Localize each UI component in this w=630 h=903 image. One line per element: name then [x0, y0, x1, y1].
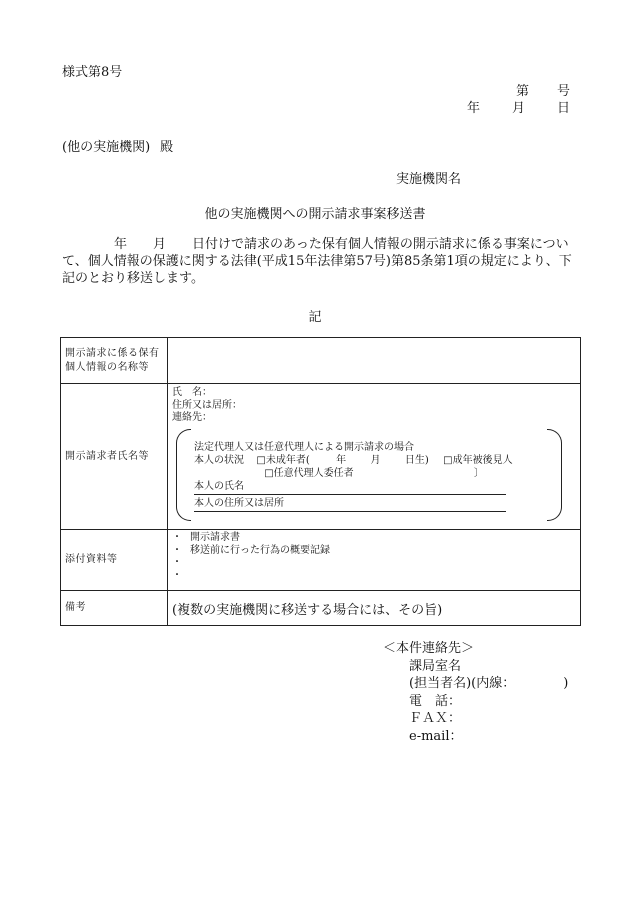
attachment-item: ・ 開示請求書 [172, 532, 240, 543]
transfer-table [60, 337, 581, 626]
proxy-row [194, 467, 544, 480]
contact-person: (担当者名)(内線： ) [409, 676, 569, 691]
requester-contact-label: 連絡先： [172, 412, 212, 423]
agent-bracket-box [176, 429, 562, 521]
form-number: 様式第8号 [62, 65, 123, 80]
minor-checkbox: □未成年者( [256, 454, 310, 466]
contact-block [383, 640, 568, 745]
bullet: ・ [172, 544, 182, 556]
attachment-item [172, 557, 576, 570]
bullet: ・ [172, 569, 182, 581]
ki-marker: 記 [308, 310, 322, 325]
body-year: 年 [114, 237, 128, 252]
doc-no-go: 号 [556, 84, 570, 99]
remarks-value: (複数の実施機関に移送する場合には、その旨) [168, 591, 581, 626]
contact-email: e-mail： [409, 728, 463, 744]
body-sentence: 日付けで請求のあった保有個人情報の開示請求に係る事案について、個人情報の保護に関する法律(平成15年法律第57号)第85条第1項の規定により、下記のとおり移送します。 [62, 237, 572, 286]
contact-heading: ＜本件連絡先＞ [383, 641, 475, 656]
bullet: ・ [172, 557, 182, 568]
info-name-value [168, 338, 581, 384]
info-name-label: 開示請求に係る保有個人情報の名称等 [61, 338, 168, 384]
recipient-name: (他の実施機関) [62, 140, 151, 155]
attachments-cell [168, 530, 581, 591]
sender-agency-name: 実施機関名 [396, 172, 462, 187]
table-row-attachments [61, 530, 581, 591]
status-label: 本人の状況 [194, 454, 244, 466]
table-row-requester [61, 384, 581, 530]
birth-year: 年 [336, 454, 347, 466]
document-date [467, 97, 570, 116]
principal-address-line: 本人の住所又は居所 [194, 497, 506, 512]
contact-section: 課局室名 [409, 658, 462, 674]
bullet: ・ [172, 532, 182, 543]
requester-name-label: 氏 名： [172, 387, 212, 398]
contact-fax: ＦＡＸ： [409, 711, 462, 726]
requester-address-label: 住所又は居所： [172, 399, 242, 411]
requester-label: 開示請求者氏名等 [61, 384, 168, 530]
date-month: 月 [511, 101, 525, 116]
body-month: 月 [153, 237, 167, 252]
principal-status-row [194, 454, 544, 467]
date-year: 年 [466, 101, 480, 116]
recipient [62, 136, 173, 155]
agent-heading: 法定代理人又は任意代理人による開示請求の場合 [194, 441, 414, 453]
requester-cell [168, 384, 581, 530]
close-bracket: 〕 [474, 467, 485, 479]
attachment-item [172, 570, 576, 583]
contact-phone: 電 話： [409, 693, 462, 709]
adult-ward-checkbox: □成年被後見人 [443, 454, 513, 466]
recipient-honorific: 殿 [160, 140, 174, 155]
principal-name-line: 本人の氏名 [194, 480, 506, 495]
birth-day: 日生) [404, 454, 429, 466]
table-row-info-name [61, 338, 581, 384]
date-day: 日 [556, 101, 570, 116]
body-paragraph [62, 236, 582, 287]
attachment-item: ・ 移送前に行った行為の概要記録 [172, 544, 330, 556]
birth-month: 月 [370, 454, 381, 466]
remarks-label: 備考 [61, 591, 168, 626]
attachments-label: 添付資料等 [61, 530, 168, 591]
doc-no-dai: 第 [515, 84, 529, 99]
proxy-checkbox: □任意代理人委任者 [264, 467, 354, 479]
table-row-remarks [61, 591, 581, 626]
document-title: 他の実施機関への開示請求事案移送書 [204, 207, 426, 222]
left-bracket [176, 429, 191, 521]
right-bracket [547, 429, 562, 521]
